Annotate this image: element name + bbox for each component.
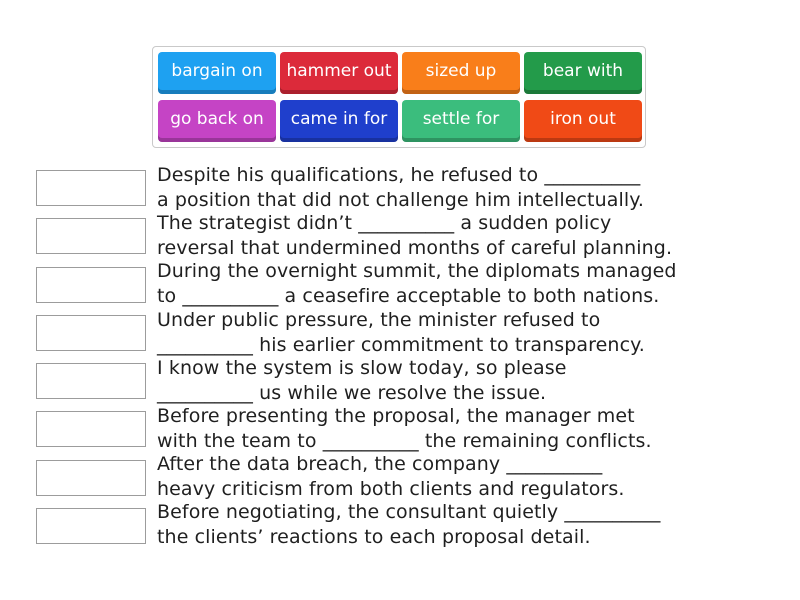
word-bank [152,46,646,148]
sentence-3 [157,259,757,308]
sentence-2-line-2: reversal that undermined months of careful planning. [157,236,673,259]
sentence-1-line-1: Despite his qualifications, he refused to __________ [157,164,641,186]
tile-hammer-out[interactable]: hammer out [280,52,398,94]
tile-bargain-on[interactable]: bargain on [158,52,276,94]
sentence-3-line-1: During the overnight summit, the diplomats managed [157,260,677,282]
sentence-1-line-2: a position that did not challenge him intellectually. [157,188,644,211]
sentence-5-line-2: __________ us while we resolve the issue. [157,381,547,404]
sentence-4 [157,308,757,357]
sentence-1 [157,163,757,212]
sentence-7-line-1: After the data breach, the company __________ [157,453,603,475]
answer-drop-box-3[interactable] [36,267,146,303]
sentence-7 [157,452,757,501]
sentence-4-line-1: Under public pressure, the minister refused to [157,309,601,331]
answer-drop-box-1[interactable] [36,170,146,206]
answer-drop-box-7[interactable] [36,460,146,496]
tile-bear-with[interactable]: bear with [524,52,642,94]
answer-drop-box-6[interactable] [36,411,146,447]
sentence-4-line-2: __________ his earlier commitment to transparency. [157,333,645,356]
answer-drop-box-8[interactable] [36,508,146,544]
sentence-2-line-1: The strategist didn’t __________ a sudden policy [157,212,612,234]
sentence-3-line-2: to __________ a ceasefire acceptable to both nations. [157,284,660,307]
tile-came-in-for[interactable]: came in for [280,100,398,142]
sentence-2 [157,211,757,260]
sentence-7-line-2: heavy criticism from both clients and regulators. [157,477,625,500]
answer-drop-box-2[interactable] [36,218,146,254]
sentence-8-line-1: Before negotiating, the consultant quietly __________ [157,501,661,523]
sentence-6 [157,404,757,453]
sentence-6-line-2: with the team to __________ the remaining conflicts. [157,429,652,452]
tile-iron-out[interactable]: iron out [524,100,642,142]
tile-settle-for[interactable]: settle for [402,100,520,142]
answer-drop-box-5[interactable] [36,363,146,399]
answer-drop-box-4[interactable] [36,315,146,351]
sentence-5-line-1: I know the system is slow today, so please [157,357,567,379]
tile-sized-up[interactable]: sized up [402,52,520,94]
tile-go-back-on[interactable]: go back on [158,100,276,142]
sentence-6-line-1: Before presenting the proposal, the manager met [157,405,635,427]
sentence-8-line-2: the clients’ reactions to each proposal detail. [157,525,591,548]
sentence-5 [157,356,757,405]
sentence-8 [157,500,757,549]
